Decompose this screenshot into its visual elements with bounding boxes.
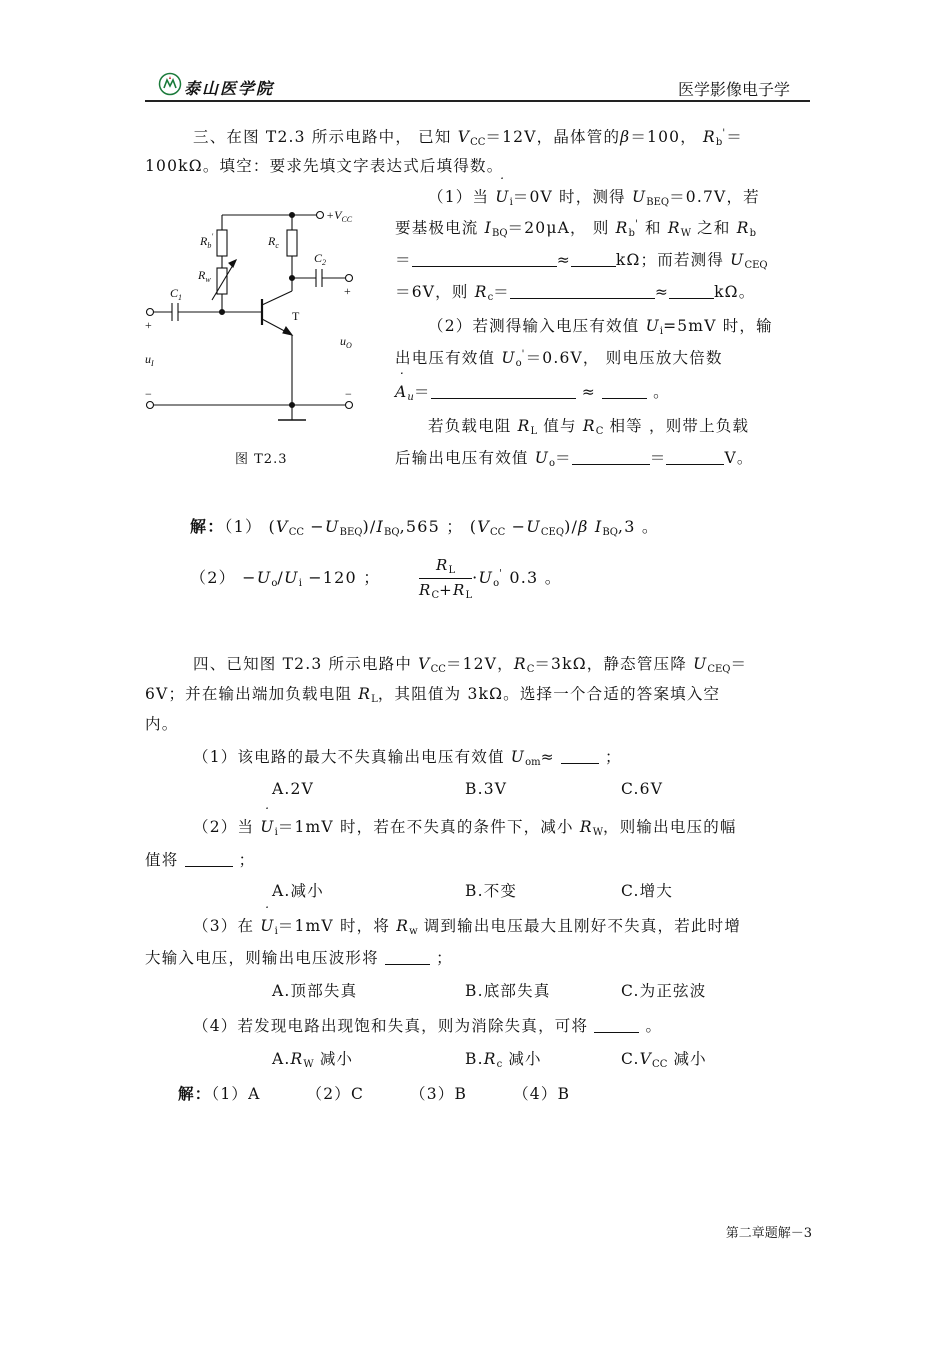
- circuit-diagram: [140, 205, 370, 435]
- input-terminal: [147, 309, 154, 316]
- school-name: 泰山医学院: [184, 79, 275, 98]
- q4-answers: 解：（1）A （2）C （3）B （4）B: [178, 1084, 571, 1103]
- q3-p2-line-1: （2）若测得输入电压有效值 $U_i=5mV$ 时，输: [428, 317, 773, 337]
- transistor-label: T: [292, 309, 300, 323]
- q3-p3-line-2: 后输出电压有效值 $U_o= = V$。: [395, 449, 754, 469]
- header-rule: [145, 100, 810, 102]
- q4-s4-opt-a: $A.R_W$ 减小: [272, 1050, 354, 1070]
- q3-line-2: 100kΩ。填空：要求先填文字表达式后填得数。: [145, 157, 504, 175]
- q4-s1-opt-b: B.3V: [465, 780, 508, 798]
- input-plus: +: [145, 318, 152, 332]
- q4-line-2: 6V；并在输出端加负载电阻 $R_L$，其阻值为 3kΩ。选择一个合适的答案填入空: [145, 685, 721, 705]
- q4-s4: （4）若发现电路出现饱和失真，则为消除失真，可将 。: [193, 1017, 663, 1035]
- output-plus: +: [344, 284, 351, 298]
- q3-p1-line-1: （1）当 ˙ $U_i=0V$ 时，测得 $U_{BEQ}=0.7V$，若: [428, 185, 760, 208]
- q4-s1: （1）该电路的最大不失真输出电压有效值 $U_{om}\approx$ ；: [193, 748, 622, 768]
- transistor-collector: [262, 291, 292, 305]
- output-ground-terminal: [346, 402, 353, 409]
- blank-rb-expr[interactable]: [412, 251, 557, 267]
- vcc-terminal: [317, 212, 324, 219]
- q4-s3-line-2: 大输入电压，则输出电压波形将 ；: [145, 949, 453, 967]
- rw-label: $R_w$: [198, 268, 211, 284]
- q4-s2-opt-a: A.减小: [272, 882, 324, 900]
- rb-label: $R_b'$: [200, 232, 214, 250]
- q3-p1-line-4: ＝6V，则 $R_c= \approx k\Omega$。: [395, 283, 756, 303]
- blank-uo-value[interactable]: [666, 449, 724, 465]
- q4-s1-opt-c: C.6V: [621, 780, 664, 798]
- vcc-label: $+V_{CC}$: [326, 208, 353, 224]
- blank-rb-value[interactable]: [571, 251, 616, 267]
- blank-q4-1[interactable]: [561, 748, 599, 764]
- rb-resistor: [217, 230, 227, 256]
- uo-label: $u_O$: [340, 334, 352, 350]
- input-ground-terminal: [147, 402, 154, 409]
- course-name: 医学影像电子学: [677, 80, 790, 99]
- q3-p3-line-1: 若负载电阻 $R_L$ 值与 $R_C$ 相等 ，则带上负载: [428, 417, 750, 437]
- q4-s3-opt-b: B.底部失真: [465, 982, 551, 1000]
- q3-p1-line-2: 要基极电流 $I_{BQ}=20\mu A$， 则 $R_b'$ 和 $R_W$ 之和 $R_b$: [395, 218, 756, 239]
- q4-s3-opt-c: C.为正弦波: [621, 982, 707, 1000]
- q4-s2: （2）当 ˙ $U_i=1mV$ 时，若在不失真的条件下，减小 $R_W$，则输出电压的幅: [193, 815, 737, 838]
- q4-s2-line-2: 值将 ；: [145, 851, 256, 869]
- q4-s2-opt-c: C.增大: [621, 882, 674, 900]
- q3-p1-line-3: ＝ ≈ kΩ；而若测得 $U_{CEQ}$: [395, 251, 768, 271]
- q4-s1-opt-a: A.2V: [272, 780, 314, 798]
- q4-s4-opt-c: $C.V_{CC}$ 减小: [621, 1050, 707, 1070]
- rc-label: $R_c$: [268, 234, 279, 250]
- blank-q4-3[interactable]: [385, 949, 430, 965]
- blank-q4-4[interactable]: [594, 1017, 639, 1033]
- page-footer: 第二章题解－3: [725, 1226, 812, 1241]
- rc-resistor: [287, 230, 297, 256]
- blank-au-value[interactable]: [602, 383, 647, 399]
- figure-caption: 图 T2.3: [235, 452, 288, 467]
- output-terminal: [346, 275, 353, 282]
- q4-s2-opt-b: B.不变: [465, 882, 518, 900]
- blank-au-expr[interactable]: [431, 383, 576, 399]
- input-minus: −: [145, 387, 152, 401]
- school-logo-icon: [158, 72, 182, 96]
- blank-rc-value[interactable]: [669, 283, 714, 299]
- q3-solution-1: 解：（1） $(V_{CC} -U_{BEQ})/I_{BQ},565$ ； $(V_{CC} -U_{CEQ})/\beta$ $I_{BQ},3$ 。: [190, 517, 660, 538]
- q4-s3: （3）在 ˙ $U_i=1mV$ 时，将 $R_w$ 调到输出电压最大且刚好不失真，若此时增: [193, 914, 741, 937]
- q3-line-1: 三、在图 T2.3 所示电路中， 已知 $V_{CC}=12V$，晶体管的β＝100， $R_b'=$: [193, 127, 743, 148]
- q3-solution-2: $(2) -U_o/U_i -120$ ； $\frac{R_L}{R_C+R_L}$ $\cdot U_o'$ 0.3 。: [190, 556, 562, 601]
- q3-p2-line-3: ˙ $A_u=$ ≈ 。: [395, 380, 670, 403]
- blank-rc-expr[interactable]: [510, 283, 655, 299]
- ui-label: $u_I$: [145, 352, 154, 368]
- blank-q4-2[interactable]: [185, 851, 233, 867]
- q4-s3-opt-a: A.顶部失真: [272, 982, 358, 1000]
- blank-uo-expr[interactable]: [572, 449, 650, 465]
- c1-label: $C_1$: [170, 286, 183, 302]
- q3-p2-line-2: 出电压有效值 $U_o'=0.6V$， 则电压放大倍数: [395, 348, 723, 369]
- q4-s4-opt-b: $B.R_c$ 减小: [465, 1050, 542, 1070]
- q4-line-1: 四、已知图 T2.3 所示电路中 $V_{CC}=12V$，$R_C=3k\Omega$，静态管压降 $U_{CEQ}=$: [193, 655, 748, 675]
- output-minus: −: [345, 387, 352, 401]
- c2-label: $C_2$: [314, 251, 327, 267]
- fraction-rl-rc: $\frac{R_L}{R_C+R_L}$: [419, 556, 473, 601]
- q4-line-3: 内。: [145, 715, 179, 733]
